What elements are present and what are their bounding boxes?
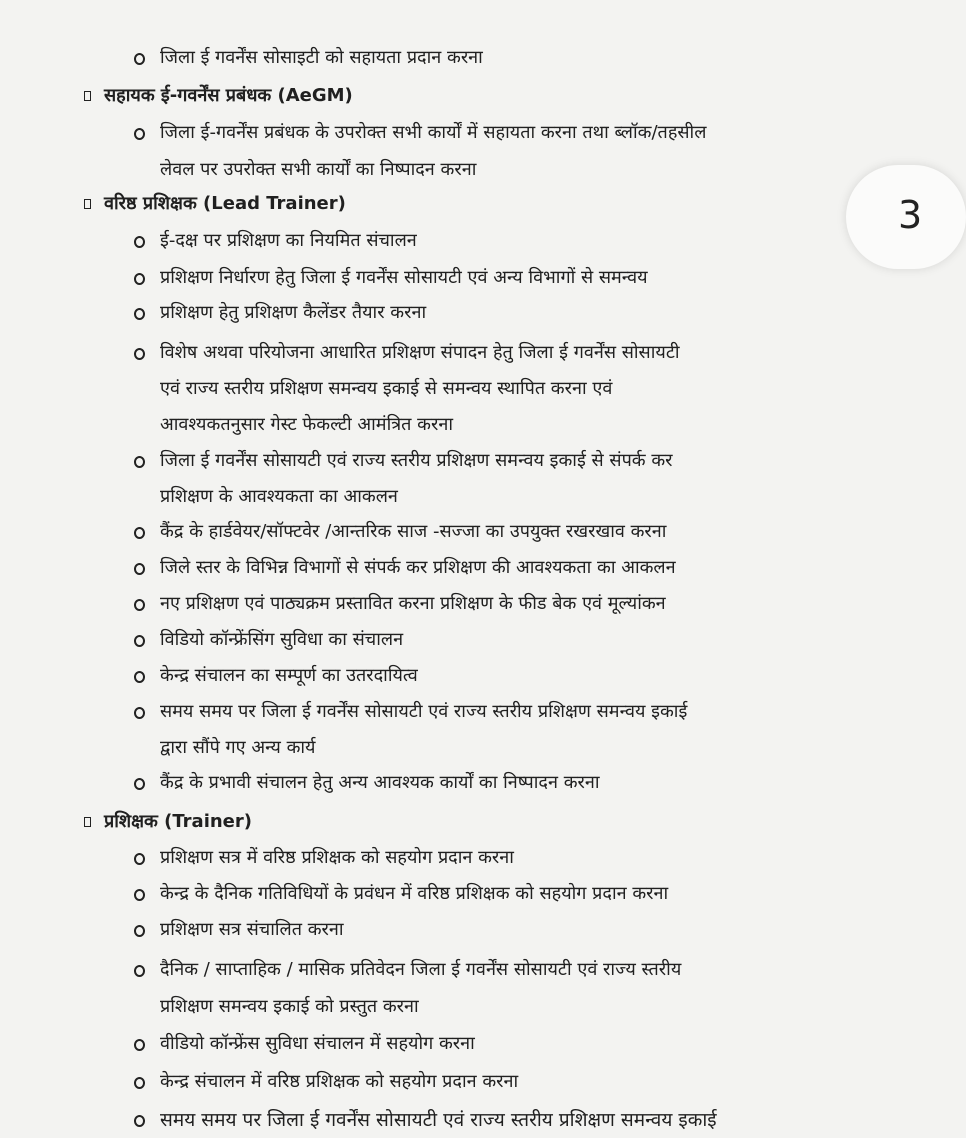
circle-bullet-icon [134, 348, 145, 360]
list-item-text: जिला ई गवर्नेंस सोसायटी एवं राज्य स्तरीय प्रशिक्षण समन्वय इकाई से संपर्क कर [160, 450, 673, 471]
circle-bullet-icon [134, 671, 145, 683]
list-item-text: समय समय पर जिला ई गवर्नेंस सोसायटी एवं राज्य स्तरीय प्रशिक्षण समन्वय इकाई [160, 701, 688, 722]
circle-bullet-icon [134, 53, 145, 65]
list-item-text: जिला ई-गवर्नेंस प्रबंधक के उपरोक्त सभी कार्यों में सहायता करना तथा ब्लॉक/तहसील [160, 122, 707, 143]
list-item-text: द्वारा सौंपे गए अन्य कार्य [160, 737, 316, 758]
section-heading-text: वरिष्ठ प्रशिक्षक (Lead Trainer) [104, 193, 346, 214]
square-bullet-icon [84, 199, 91, 209]
circle-bullet-icon [134, 308, 145, 320]
list-item-text: प्रशिक्षण निर्धारण हेतु जिला ई गवर्नेंस सोसायटी एवं अन्य विभागों से समन्वय [160, 267, 648, 288]
circle-bullet-icon [134, 1039, 145, 1051]
page-number: 3 [898, 193, 923, 237]
circle-bullet-icon [134, 925, 145, 937]
list-item-text: ई-दक्ष पर प्रशिक्षण का नियमित संचालन [160, 230, 417, 251]
square-bullet-icon [84, 91, 91, 101]
list-item-text: लेवल पर उपरोक्त सभी कार्यों का निष्पादन करना [160, 159, 477, 180]
circle-bullet-icon [134, 853, 145, 865]
circle-bullet-icon [134, 273, 145, 285]
circle-bullet-icon [134, 889, 145, 901]
section-heading-text: प्रशिक्षक (Trainer) [104, 811, 252, 832]
list-item-text: कैंद्र के प्रभावी संचालन हेतु अन्य आवश्यक कार्यों का निष्पादन करना [160, 772, 600, 793]
circle-bullet-icon [134, 128, 145, 140]
section-heading-text: सहायक ई-गवर्नेंस प्रबंधक (AeGM) [104, 85, 353, 106]
circle-bullet-icon [134, 527, 145, 539]
list-item-text: प्रशिक्षण सत्र संचालित करना [160, 919, 344, 940]
square-bullet-icon [84, 817, 91, 827]
list-item-text: विडियो कॉन्फ्रेंसिंग सुविधा का संचालन [160, 629, 404, 650]
circle-bullet-icon [134, 563, 145, 575]
circle-bullet-icon [134, 965, 145, 977]
list-item-text: जिले स्तर के विभिन्न विभागों से संपर्क कर प्रशिक्षण की आवश्यकता का आकलन [160, 557, 676, 578]
list-item-text: प्रशिक्षण सत्र में वरिष्ठ प्रशिक्षक को सहयोग प्रदान करना [160, 847, 514, 868]
list-item-text: केन्द्र संचालन का सम्पूर्ण का उतरदायित्व [160, 665, 418, 686]
circle-bullet-icon [134, 707, 145, 719]
circle-bullet-icon [134, 599, 145, 611]
list-item-text: एवं राज्य स्तरीय प्रशिक्षण समन्वय इकाई से समन्वय स्थापित करना एवं [160, 378, 613, 399]
list-item-text: कैंद्र के हार्डवेयर/सॉफ्टवेर /आन्तरिक साज -सज्जा का उपयुक्त रखरखाव करना [160, 521, 667, 542]
list-item-text: प्रशिक्षण के आवश्यकता का आकलन [160, 486, 398, 507]
list-item-text: केन्द्र के दैनिक गतिविधियों के प्रवंधन में वरिष्ठ प्रशिक्षक को सहयोग प्रदान करना [160, 883, 669, 904]
circle-bullet-icon [134, 236, 145, 248]
list-item-text: प्रशिक्षण हेतु प्रशिक्षण कैलेंडर तैयार करना [160, 302, 427, 323]
list-item-text: जिला ई गवर्नेंस सोसाइटी को सहायता प्रदान करना [160, 47, 483, 68]
circle-bullet-icon [134, 1115, 145, 1127]
list-item-text: प्रशिक्षण समन्वय इकाई को प्रस्तुत करना [160, 996, 419, 1017]
circle-bullet-icon [134, 1077, 145, 1089]
list-item-text: समय समय पर जिला ई गवर्नेंस सोसायटी एवं राज्य स्तरीय प्रशिक्षण समन्वय इकाई [160, 1109, 717, 1131]
list-item-text: वीडियो कॉन्फ्रेंस सुविधा संचालन में सहयोग करना [160, 1033, 475, 1054]
circle-bullet-icon [134, 456, 145, 468]
list-item-text: दैनिक / साप्ताहिक / मासिक प्रतिवेदन जिला ई गवर्नेंस सोसायटी एवं राज्य स्तरीय [160, 959, 682, 980]
circle-bullet-icon [134, 778, 145, 790]
list-item-text: केन्द्र संचालन में वरिष्ठ प्रशिक्षक को सहयोग प्रदान करना [160, 1071, 519, 1092]
list-item-text: विशेष अथवा परियोजना आधारित प्रशिक्षण संपादन हेतु जिला ई गवर्नेंस सोसायटी [160, 342, 680, 363]
circle-bullet-icon [134, 635, 145, 647]
list-item-text: आवश्यकतनुसार गेस्ट फेकल्टी आमंत्रित करना [160, 414, 453, 435]
list-item-text: नए प्रशिक्षण एवं पाठ्यक्रम प्रस्तावित करना प्रशिक्षण के फीड बेक एवं मूल्यांकन [160, 593, 666, 614]
